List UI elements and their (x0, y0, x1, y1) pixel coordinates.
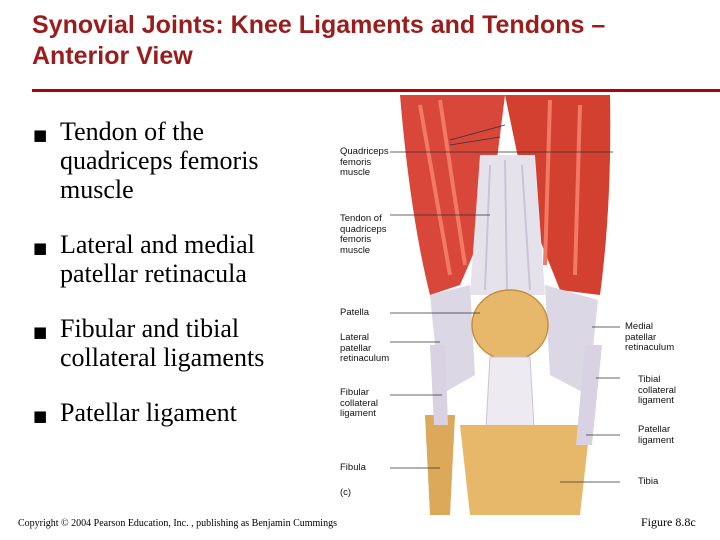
square-bullet-icon: ■ (33, 126, 48, 144)
bullet-item (30, 230, 330, 288)
bullet-item (30, 117, 330, 204)
label-quadriceps: Quadriceps femoris muscle (340, 146, 389, 178)
title-rule (32, 89, 720, 92)
bullet-text-line: Fibular and tibial (60, 314, 240, 343)
label-panel: (c) (340, 487, 352, 498)
fibular-collateral-ligament (430, 345, 448, 425)
copyright-footer: Copyright © 2004 Pearson Education, Inc. , publishing as Benjamin Cummings (18, 518, 337, 529)
label-tibia: Tibia (638, 476, 659, 487)
bullet-text-line: patellar retinacula (60, 259, 247, 288)
bullet-item (30, 314, 330, 372)
label-patella: Patella (340, 307, 370, 318)
bullet-text-line: collateral ligaments (60, 343, 265, 372)
bullet-text-line: Patellar ligament (60, 398, 237, 427)
label-tendon: Tendon of quadriceps femoris muscle (340, 213, 387, 256)
bullet-list (30, 117, 330, 453)
bullet-text-line: Tendon of the (60, 117, 205, 146)
label-patellar-ligament: Patellar ligament (638, 424, 674, 446)
tibia-bone (460, 425, 590, 515)
bullet-text-line: quadriceps femoris (60, 146, 259, 175)
label-lateral-retinaculum: Lateral patellar retinaculum (340, 332, 390, 364)
square-bullet-icon: ■ (33, 407, 48, 425)
figure-reference: Figure 8.8c (641, 515, 696, 529)
patella-bone (472, 290, 548, 360)
bullet-text-line: muscle (60, 175, 134, 204)
knee-anatomy-figure (330, 95, 720, 515)
slide-title-line-2: Anterior View (32, 42, 193, 70)
slide-title (32, 10, 712, 72)
bullet-text-line: Lateral and medial (60, 230, 255, 259)
bullet-item (30, 398, 330, 427)
square-bullet-icon: ■ (33, 239, 48, 257)
slide-title-line-1: Synovial Joints: Knee Ligaments and Tendons – (32, 11, 606, 39)
label-tibial-collateral: Tibial collateral ligament (638, 374, 677, 406)
label-fibular-collateral: Fibular collateral ligament (340, 387, 379, 419)
square-bullet-icon: ■ (33, 323, 48, 341)
label-fibula: Fibula (340, 462, 366, 473)
label-medial-retinaculum: Medial patellar retinaculum (625, 321, 675, 353)
fibula-bone (425, 415, 455, 515)
